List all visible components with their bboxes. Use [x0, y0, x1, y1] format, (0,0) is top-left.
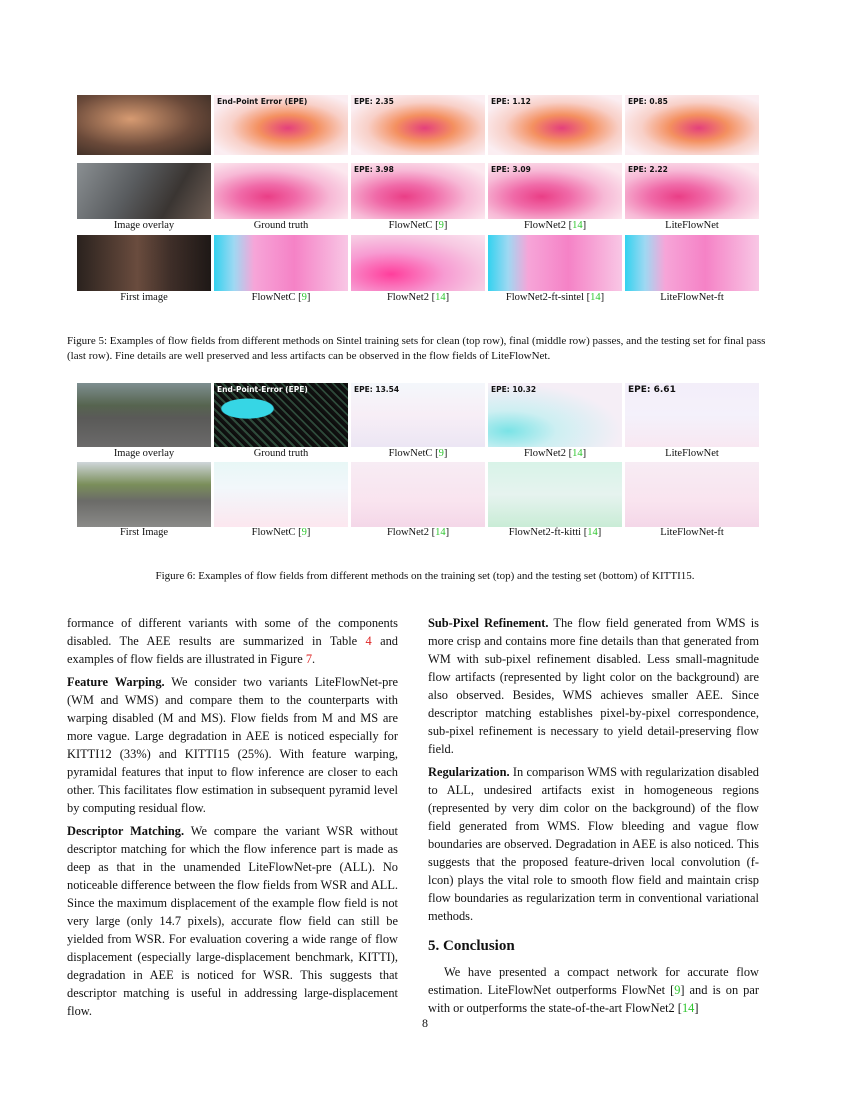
- paragraph-heading: Feature Warping.: [67, 675, 165, 689]
- citation-link[interactable]: 14: [435, 527, 446, 538]
- fig5-row2-captions: [77, 220, 759, 231]
- caption: FlowNet2 [14]: [523, 220, 587, 231]
- citation-link[interactable]: 14: [587, 527, 598, 538]
- left-column: [67, 614, 398, 1025]
- flow-flownet2-kitti-test: [351, 462, 485, 527]
- fig5-row-final: [77, 163, 759, 219]
- caption: FlowNetC [9]: [251, 292, 311, 303]
- caption: Ground truth: [253, 448, 309, 459]
- flow-flownet2-kitti: [488, 383, 622, 447]
- epe-label: EPE: 2.22: [628, 165, 668, 174]
- table-ref-link[interactable]: 4: [365, 634, 372, 648]
- fig5-row-clean: [77, 95, 759, 155]
- citation-link[interactable]: 14: [435, 292, 446, 303]
- epe-label: EPE: 13.54: [354, 385, 400, 394]
- caption: LiteFlowNet-ft: [660, 292, 724, 303]
- flow-flownetc-test: [214, 235, 348, 291]
- caption: FlowNet2 [14]: [523, 448, 587, 459]
- epe-label: EPE: 3.98: [354, 165, 394, 174]
- caption: FlowNetC [9]: [388, 220, 448, 231]
- paragraph-heading: Sub-Pixel Refinement.: [428, 616, 549, 630]
- figure-6-caption: Figure 6: Examples of flow fields from different methods on the training set (top) and the testing set (bottom) of KITTI15.: [155, 570, 695, 582]
- flow-ground-truth-clean: [214, 95, 348, 155]
- paragraph-feature-warping: Feature Warping. We consider two variants LiteFlowNet-pre (WM and WMS) and compare them to the counterparts with warping disabled (M and MS). Flow fields from M and MS are more vague. Large degradation in AEE is noticed especially for KITTI12 (33%) and KITTI15 (25%). With feature warping, pyramidal features that input to flow inference are closer to each other. This facilitates flow estimation in subsequent pyramid level by computing residual flow.: [67, 675, 398, 815]
- epe-label: EPE: 10.32: [491, 385, 537, 394]
- caption: Ground truth: [253, 220, 309, 231]
- fig6-row2-captions: [77, 527, 759, 538]
- flow-flownetc-clean: [351, 95, 485, 155]
- epe-label: End-Point-Error (EPE): [217, 385, 308, 394]
- caption: FlowNetC [9]: [388, 448, 448, 459]
- fig5-row-test: [77, 235, 759, 291]
- caption: First Image: [119, 527, 169, 538]
- flow-liteflownet-clean: [625, 95, 759, 155]
- epe-label: End-Point Error (EPE): [217, 97, 308, 106]
- caption: LiteFlowNet: [665, 448, 719, 459]
- paragraph-heading: Descriptor Matching.: [67, 824, 185, 838]
- flow-flownet2-ft-kitti-test: [488, 462, 622, 527]
- caption: Image overlay: [113, 220, 175, 231]
- flow-ground-truth-kitti: [214, 383, 348, 447]
- caption: LiteFlowNet: [665, 220, 719, 231]
- citation-link[interactable]: 14: [572, 220, 583, 231]
- citation-link[interactable]: 14: [572, 448, 583, 459]
- caption: First image: [120, 292, 168, 303]
- citation-link[interactable]: 9: [438, 220, 444, 231]
- citation-link[interactable]: 14: [590, 292, 601, 303]
- caption: FlowNet2 [14]: [386, 527, 450, 538]
- page-number: 8: [422, 1016, 428, 1030]
- flow-flownet2-clean: [488, 95, 622, 155]
- right-column: [428, 614, 759, 1022]
- epe-label: EPE: 2.35: [354, 97, 394, 106]
- caption: FlowNet2-ft-sintel [14]: [505, 292, 605, 303]
- fig6-row1-captions: [77, 448, 759, 459]
- citation-link[interactable]: 9: [438, 448, 444, 459]
- image-sintel-final: [77, 163, 211, 219]
- flow-liteflownet-ft-kitti-test: [625, 462, 759, 527]
- image-sintel-test: [77, 235, 211, 291]
- paragraph-conclusion: We have presented a compact network for accurate flow estimation. LiteFlowNet outperforms FlowNet [9] and is on par with or outperforms the state-of-the-art FlowNet2 [14]: [428, 965, 760, 1015]
- flow-ground-truth-final: [214, 163, 348, 219]
- paragraph-descriptor-matching: Descriptor Matching. We compare the variant WSR without descriptor matching for which the flow inference part is made as deep as that in the unamended LiteFlowNet-pre (ALL). No noticeable difference between the flow fields from WSR and ALL. Since the maximum displacement of the example flow field is not very large (only 14.7 pixels), accurate flow field can still be yielded from WSR. For evaluation covering a wide range of flow displacement (especially large-displacement benchmark, KITTI), degradation in AEE is noticed for WSR. This suggests that descriptor matching is useful in addressing large-displacement flow.: [67, 824, 398, 1018]
- fig6-row-train: [77, 383, 759, 447]
- flow-liteflownet-kitti: [625, 383, 759, 447]
- flow-flownet2-final: [488, 163, 622, 219]
- paragraph-heading: Regularization.: [428, 765, 510, 779]
- flow-flownet2-ft-sintel-test: [488, 235, 622, 291]
- flow-flownetc-final: [351, 163, 485, 219]
- section-heading: 5. Conclusion: [428, 938, 515, 954]
- image-kitti-test: [77, 462, 211, 527]
- flow-flownet2-test: [351, 235, 485, 291]
- figure-ref-link[interactable]: 7: [305, 652, 313, 666]
- flow-liteflownet-ft-test: [625, 235, 759, 291]
- caption: Image overlay: [113, 448, 175, 459]
- fig6-row-test: [77, 462, 759, 527]
- paragraph-regularization: Regularization. In comparison WMS with regularization disabled to ALL, undesired artifacts exist in homogeneous regions (represented by very dim color on the background) of the flow field generated from WMS. Flow bleeding and vague flow boundaries are observed. Degradation in AEE is also noticed. This suggests that the proposed feature-driven local convolution (f-lcon) plays the vital role to smooth flow field and maintain crisp flow boundaries as regularization term in conventional variational methods.: [428, 765, 759, 923]
- caption: LiteFlowNet-ft: [660, 527, 724, 538]
- citation-link[interactable]: 9: [301, 527, 307, 538]
- citation-link[interactable]: 14: [681, 1001, 695, 1015]
- citation-link[interactable]: 9: [301, 292, 307, 303]
- image-kitti-train: [77, 383, 211, 447]
- epe-label: EPE: 6.61: [628, 385, 676, 395]
- caption: FlowNetC [9]: [251, 527, 311, 538]
- epe-label: EPE: 3.09: [491, 165, 531, 174]
- fig5-row3-captions: [77, 292, 759, 303]
- flow-flownetc-kitti: [351, 383, 485, 447]
- figure-5-caption: Figure 5: Examples of flow fields from different methods on Sintel training sets for clean (top row), final (middle row) passes, and the testing set for final pass (last row). Fine details are well preserved and less artifacts can be observed in the flow fields of LiteFlowNet.: [67, 335, 766, 362]
- paragraph-subpixel-refinement: Sub-Pixel Refinement. The flow field generated from WMS is more crisp and contains more fine details than that generated from WM with sub-pixel refinement disabled. Less small-magnitude flow artifacts (represented by light color on the background) are also observed. Besides, WMS achieves smaller AEE. Since descriptor matching establishes pixel-by-pixel correspondence, sub-pixel refinement is necessary to yield detail-preserving flow field.: [428, 616, 760, 756]
- caption: FlowNet2-ft-kitti [14]: [508, 527, 602, 538]
- epe-label: EPE: 0.85: [628, 97, 668, 106]
- flow-liteflownet-final: [625, 163, 759, 219]
- caption: FlowNet2 [14]: [386, 292, 450, 303]
- flow-flownetc-kitti-test: [214, 462, 348, 527]
- paragraph: formance of different variants with some of the components disabled. The AEE results are summarized in Table 4 and examples of flow fields are illustrated in Figure 7.: [67, 616, 398, 666]
- epe-label: EPE: 1.12: [491, 97, 531, 106]
- image-sintel-clean: [77, 95, 211, 155]
- citation-link[interactable]: 9: [674, 983, 681, 997]
